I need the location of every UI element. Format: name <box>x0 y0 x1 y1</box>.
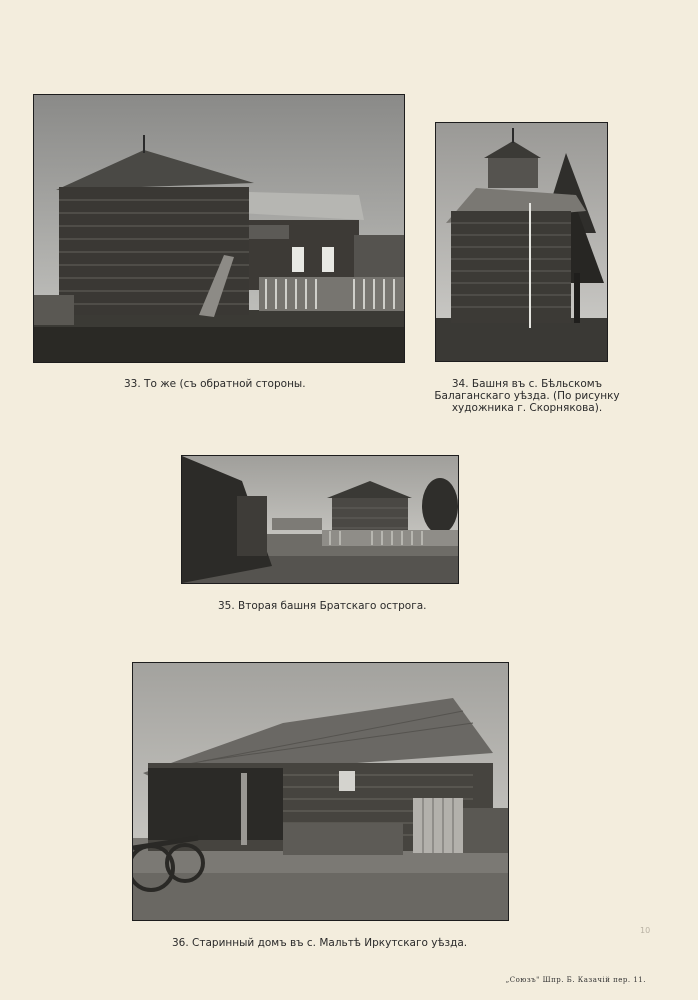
photo-35-image <box>182 456 458 583</box>
photo-34-belsk-tower <box>436 123 607 361</box>
caption-34-line-3: художника г. Скорнякова). <box>451 402 603 414</box>
photo-33-image <box>34 95 404 362</box>
caption-36: 36. Старинный домъ въ с. Мальтѣ Иркутскаго уѣзда. <box>172 937 468 949</box>
caption-35: 35. Вторая башня Братскаго острога. <box>218 600 427 612</box>
photo-33-log-tower-rear <box>34 95 404 362</box>
caption-33: 33. То же (съ обратной стороны. <box>124 378 306 390</box>
photo-34-image <box>436 123 607 361</box>
caption-34-line-1: 34. Башня въ с. Бѣльскомъ <box>451 378 603 390</box>
photo-35-bratsk-second-tower <box>182 456 458 583</box>
photo-36-image <box>133 663 508 920</box>
page-mark: 10 <box>640 926 651 935</box>
caption-34-line-2: Балаганскаго уѣзда. (По рисунку <box>434 390 620 402</box>
photo-36-old-house-malta <box>133 663 508 920</box>
caption-34 <box>432 378 622 414</box>
printer-imprint: „Союзъ" Шпр. Б. Казачій пер. 11. <box>505 976 646 984</box>
